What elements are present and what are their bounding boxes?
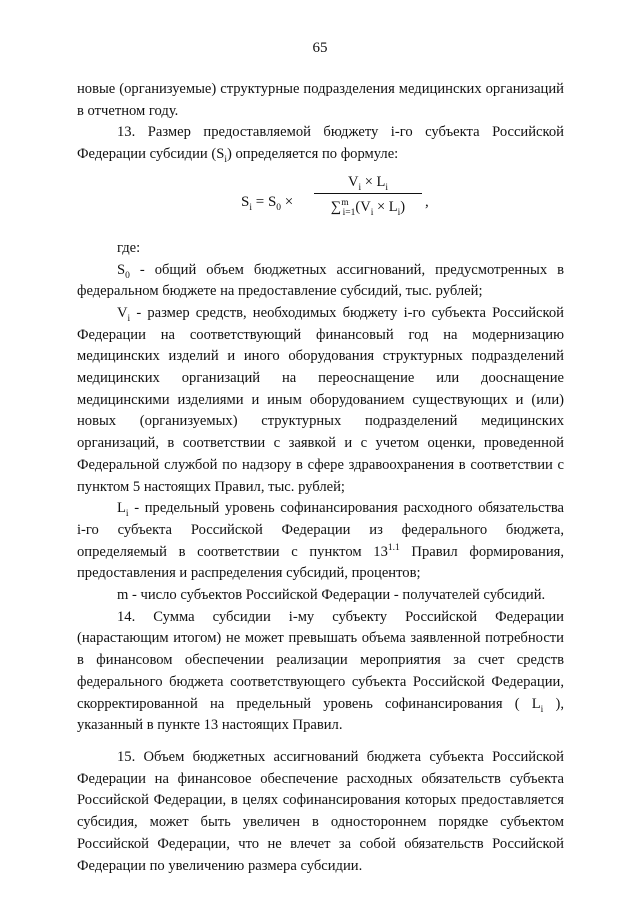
formula-comma: , (425, 193, 429, 210)
formula-denominator: $\sum^m_{i=1}(V_i \times L_i)$ (330, 197, 406, 218)
definition-li: $L_i$ - предельный уровень софинансирования расходного обязательства i-го субъекта Российской Федерации из федерального бюджета, определяемый в соответствии с пунктом $13^{1.1}$ Правил формирования, предоставления и распределения субсидий, процентов; (77, 500, 565, 582)
formula-lhs: $S_i = S_0$ × (241, 193, 294, 213)
where-label: где: (117, 239, 141, 256)
formula-numerator: $V_i \times L_i$ (347, 173, 389, 193)
fraction-bar (314, 193, 422, 194)
subsidy-formula (77, 172, 564, 234)
paragraph-13: 13. Размер предоставляемой бюджету i-го субъекта Российской Федерации субсидии $(S_i)$ определяется по формуле: (77, 124, 564, 166)
document-body (77, 79, 564, 877)
formula-fraction (314, 172, 422, 218)
paragraph-15: 15. Объем бюджетных ассигнований бюджета субъекта Российской Федерации на финансовое обеспечение расходных обязательств субъекта Российской Федерации, в целях софинансирования которых предоставляется субсидия, может быть увеличен в одностороннем порядке субъектом Российской Федерации, что не влечет за собой обязательств Российской Федерации по увеличению размера субсидии. (77, 748, 564, 874)
paragraph-14: 14. Сумма субсидии i-му субъекту Российской Федерации (нарастающим итогом) не может превышать объема заявленной потребности в финансовом обеспечении реализации мероприятия за счет средств федерального бюджета соответствующего субъекта Российской Федерации, скорректированной на предельный уровень софинансирования ( $L_i$ ), указанный в пункте 13 настоящих Правил. (77, 608, 564, 734)
paragraph-continuation: новые (организуемые) структурные подразделения медицинских организаций в отчетном году. (77, 81, 564, 119)
definition-m: m - число субъектов Российской Федерации - получателей субсидий. (117, 587, 546, 604)
definition-vi: $V_i$ - размер средств, необходимых бюджету i-го субъекта Российской Федерации на соответствующий финансовый год на модернизацию медицинских изделий и иного оборудования структурных подразделений медицинских организаций на переоснащение или дооснащение медицинскими изделиями и иным оборудованием существующих и (или) новых (организуемых) структурных подразделений медицинских организаций, в соответствии с заявкой и с учетом оценки, проведенной Федеральной службой по надзору в сфере здравоохранения в соответствии с пунктом 5 настоящих Правил, тыс. рублей; (77, 304, 564, 495)
definition-s0: $S_0$ - общий объем бюджетных ассигнований, предусмотренных в федеральном бюджете на предоставление субсидий, тыс. рублей; (77, 261, 564, 300)
page-number: 65 (312, 40, 328, 56)
